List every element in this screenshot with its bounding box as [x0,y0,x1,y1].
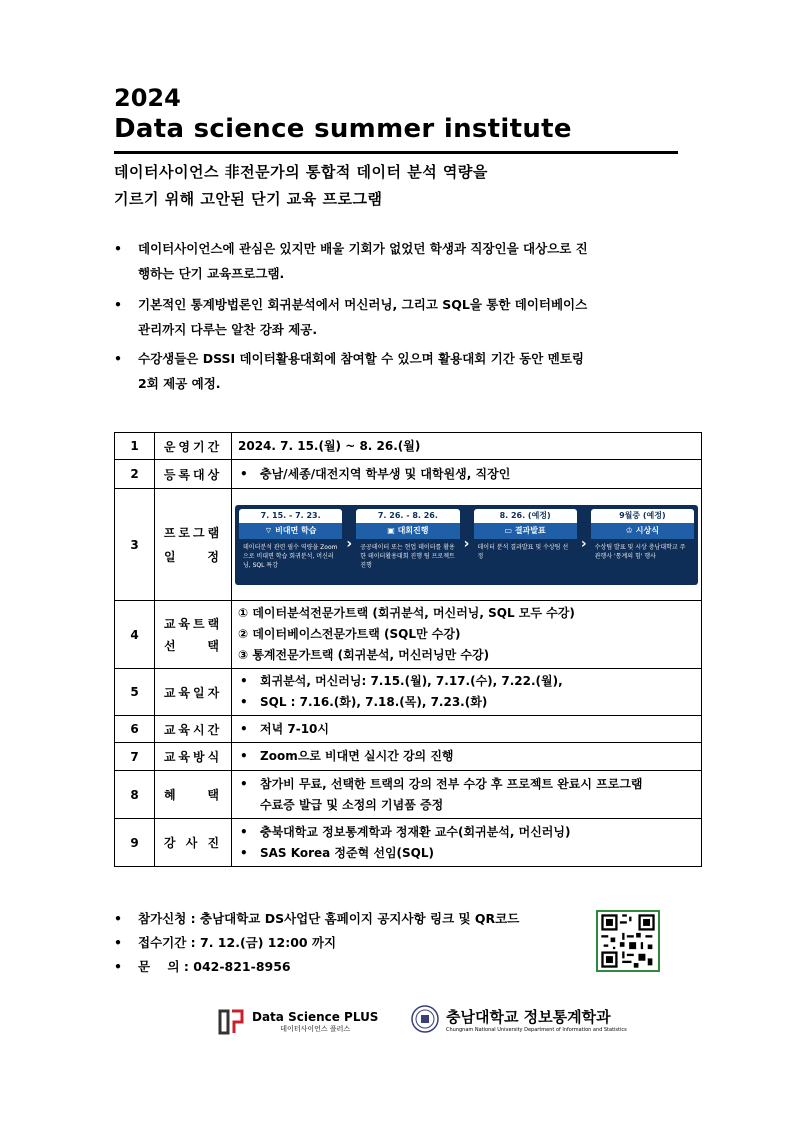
row-value [232,819,702,867]
schedule-stage-1 [239,509,342,581]
row-value [232,669,702,716]
chevron-right-icon: › [463,536,470,552]
table-row [115,743,702,771]
bullet-marker: • [240,749,248,763]
stage-name-text: 대회진행 [397,525,429,535]
university-seal-icon [410,1004,440,1034]
row-value-text: 저녁 7-10시 [260,721,329,736]
stage-name [591,523,694,539]
row-value [232,743,702,771]
chevron-right-icon: › [346,536,353,552]
stage-desc: 수상팀 발표 및 시상 충남대학교 주관행사 '통계의 힘' 행사 [594,543,686,560]
row-number: 4 [115,601,155,669]
row-value [232,601,702,669]
bullet-marker: • [114,935,122,950]
row-value-text: 참가비 무료, 선택한 트랙의 강의 전부 수강 후 프로젝트 완료시 프로그램 [260,776,643,791]
table-row [115,819,702,867]
row-label: 교육시간 [155,716,232,743]
stage-name [474,523,577,539]
row-label: 운영기간 [155,433,232,460]
intro-bullet-2 [114,292,694,342]
ds-plus-name: Data Science PLUS [252,1010,379,1024]
university-dept-subname: Chungnam National University Department of Information and Statistics [446,1026,627,1033]
stage-desc: 데이터분석 관련 필수 역량을 Zoom으로 비대면 학습 회귀분석, 머신러닝, SQL 특강 [243,543,338,569]
bullet-marker: • [240,466,248,481]
instructor-item: SAS Korea 정준혁 선임(SQL) [260,845,435,860]
bullet-marker: • [240,674,248,688]
row-number: 7 [115,743,155,771]
row-label-line: 일 정 [164,549,222,564]
bullet-marker: • [240,721,248,736]
stage-name [356,523,459,539]
bullet-marker: • [114,241,122,256]
university-dept-name: 충남대학교 정보통계학과 [446,1007,611,1026]
schedule-cell [232,489,702,601]
row-label [155,601,232,669]
cnu-stat-dept-logo [410,1004,627,1034]
bullet-marker: • [114,351,122,366]
table-row [115,601,702,669]
footer-text: 접수기간 : 7. 12.(금) 12:00 까지 [138,935,337,950]
stage-date: 7. 26. - 8. 26. [356,509,459,523]
row-number: 8 [115,771,155,819]
row-number: 2 [115,460,155,489]
stage-date: 7. 15. - 7. 23. [239,509,342,523]
bullet-marker: • [240,824,248,839]
bullet-text: 관리까지 다루는 알찬 강좌 제공. [138,322,318,337]
row-number: 1 [115,433,155,460]
table-row [115,716,702,743]
footer-text: 참가신청 : 충남대학교 DS사업단 홈페이지 공지사항 링크 및 QR코드 [138,911,520,926]
schedule-stage-2 [356,509,459,581]
instructor-item: 충북대학교 정보통계학과 정재환 교수(회귀분석, 머신러닝) [260,824,571,839]
stage-desc: 공공데이터 또는 현업 데이터를 활용한 데이터활용대회 진행 팀 프로젝트 진행 [360,543,455,569]
stage-name-text: 시상식 [635,525,659,535]
bullet-marker: • [114,297,122,312]
bullet-marker: • [114,959,122,974]
schedule-banner [235,505,698,585]
ds-plus-logo-icon [216,1007,246,1037]
row-number: 3 [115,489,155,601]
row-number: 6 [115,716,155,743]
row-label: 혜 택 [155,771,232,819]
row-value [232,716,702,743]
presentation-icon: ▭ [504,525,515,535]
row-value-text: 수료증 발급 및 소정의 기념품 증정 [260,797,444,812]
table-row [115,771,702,819]
footer-item-apply [114,909,519,927]
program-info-table [114,432,702,867]
data-science-plus-logo [216,1007,378,1037]
row-label: 등록대상 [155,460,232,489]
bullet-text: 수강생들은 DSSI 데이터활용대회에 참여할 수 있으며 활용대회 기간 동안 멘토링 [138,351,584,366]
row-label: 교육일자 [155,669,232,716]
schedule-date-item: SQL : 7.16.(화), 7.18.(목), 7.23.(화) [260,695,488,709]
row-label-line: 프로그램 [163,525,223,540]
stage-name-text: 비대면 학습 [275,525,317,535]
row-value-text: 충남/세종/대전지역 학부생 및 대학원생, 직장인 [260,466,511,481]
row-value [232,460,702,489]
year-heading: 2024 [114,84,181,112]
bullet-marker: • [240,845,248,860]
bullet-text: 데이터사이언스에 관심은 있지만 배울 기회가 없었던 학생과 직장인을 대상으로 진 [138,241,588,256]
track-item: ③ 통계전문가트랙 (회귀분석, 머신러닝만 수강) [238,648,490,662]
intro-bullet-1 [114,236,694,286]
row-label: 교육방식 [155,743,232,771]
schedule-stage-4 [591,509,694,581]
ds-plus-subname: 데이터사이언스 플러스 [280,1025,351,1033]
table-row [115,489,702,601]
qr-code[interactable] [596,910,660,972]
footer-item-contact [114,957,291,975]
bullet-marker: • [240,776,248,791]
table-row [115,669,702,716]
bullet-text: 기본적인 통계방법론인 회귀분석에서 머신러닝, 그리고 SQL을 통한 데이터베이스 [138,297,588,312]
footer-item-period [114,933,336,951]
row-label [155,489,232,601]
row-number: 9 [115,819,155,867]
row-label-line: 선 택 [164,638,222,653]
bullet-marker: • [240,695,248,709]
chat-icon: ▣ [387,525,398,535]
chevron-right-icon: › [580,536,587,552]
title-divider [114,151,678,154]
qr-code-icon [598,912,658,970]
row-value-text: Zoom으로 비대면 실시간 강의 진행 [260,749,454,763]
intro-bullet-3 [114,346,694,396]
track-item: ① 데이터분석전문가트랙 (회귀분석, 머신러닝, SQL 모두 수강) [238,606,575,620]
row-number: 5 [115,669,155,716]
stage-date: 9월중 (예정) [591,509,694,523]
program-title: Data science summer institute [114,114,572,144]
schedule-stage-3 [474,509,577,581]
row-value: 2024. 7. 15.(월) ~ 8. 26.(월) [232,433,702,460]
award-icon: ♔ [625,525,636,535]
schedule-date-item: 회귀분석, 머신러닝: 7.15.(월), 7.17.(수), 7.22.(월), [260,674,563,688]
row-value [232,771,702,819]
wifi-icon: ⌔ [264,525,276,535]
stage-date: 8. 26. (예정) [474,509,577,523]
table-row [115,433,702,460]
stage-desc: 데이터 분석 결과발표 및 수상팀 선정 [477,543,569,560]
subtitle-line-1: 데이터사이언스 非전문가의 통합적 데이터 분석 역량을 [114,163,488,181]
stage-name [239,523,342,539]
subtitle-line-2: 기르기 위해 고안된 단기 교육 프로그램 [114,190,383,208]
bullet-text: 2회 제공 예정. [138,376,221,391]
track-item: ② 데이터베이스전문가트랙 (SQL만 수강) [238,627,461,641]
stage-name-text: 결과발표 [514,525,546,535]
row-label: 강 사 진 [155,819,232,867]
bullet-marker: • [114,911,122,926]
table-row [115,460,702,489]
bullet-text: 행하는 단기 교육프로그램. [138,266,285,281]
row-label-line: 교육트랙 [163,616,223,631]
footer-text: 문 의 : 042-821-8956 [138,959,291,974]
